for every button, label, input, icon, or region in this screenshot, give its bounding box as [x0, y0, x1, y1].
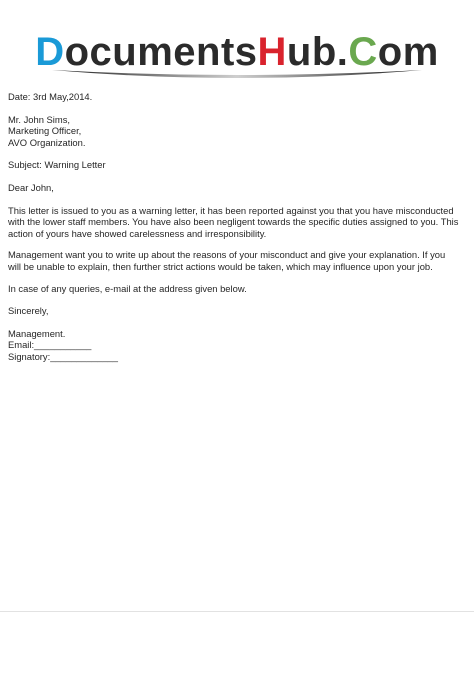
- signature-sender: Management.: [8, 327, 66, 339]
- recipient-title: Marketing Officer,: [8, 125, 82, 137]
- letter-paragraph: Management want you to write up about the reasons of your misconduct and give your explanation. If you will be unable to explain, then further strict actions would be taken, which may influence upon your job.: [8, 249, 446, 272]
- letter-salutation: Dear John,: [8, 181, 54, 193]
- documentshub-logo: [0, 26, 474, 86]
- logo-swoosh: [0, 68, 474, 86]
- signature-email-line: Email:___________: [8, 339, 92, 351]
- logo-text-om: om: [377, 30, 439, 74]
- letter-paragraph: In case of any queries, e-mail at the address given below.: [8, 282, 247, 294]
- signature-signatory-line: Signatory:_____________: [8, 350, 118, 362]
- logo-letter-d: D: [35, 30, 65, 74]
- letter-closing: Sincerely,: [8, 305, 49, 317]
- letter-paragraph: This letter is issued to you as a warning letter, it has been reported against you that you have misconducted with the lower staff members. You have also been negligent towards the specific duties assigned to you. This action of yours have showed carelessness and irresponsibility.: [8, 204, 459, 239]
- recipient-name: Mr. John Sims,: [8, 113, 70, 125]
- logo-letter-c: C: [348, 30, 378, 74]
- letter-subject: Subject: Warning Letter: [8, 159, 106, 171]
- logo-dot: .: [336, 30, 349, 74]
- recipient-organization: AVO Organization.: [8, 136, 86, 148]
- logo-letter-h: H: [257, 30, 287, 74]
- logo-text-ub: ub: [286, 30, 337, 74]
- letter-body: [8, 91, 460, 363]
- logo-text-ocuments: ocuments: [64, 30, 258, 74]
- page-divider: [0, 611, 474, 612]
- letter-date: Date: 3rd May,2014.: [8, 91, 93, 102]
